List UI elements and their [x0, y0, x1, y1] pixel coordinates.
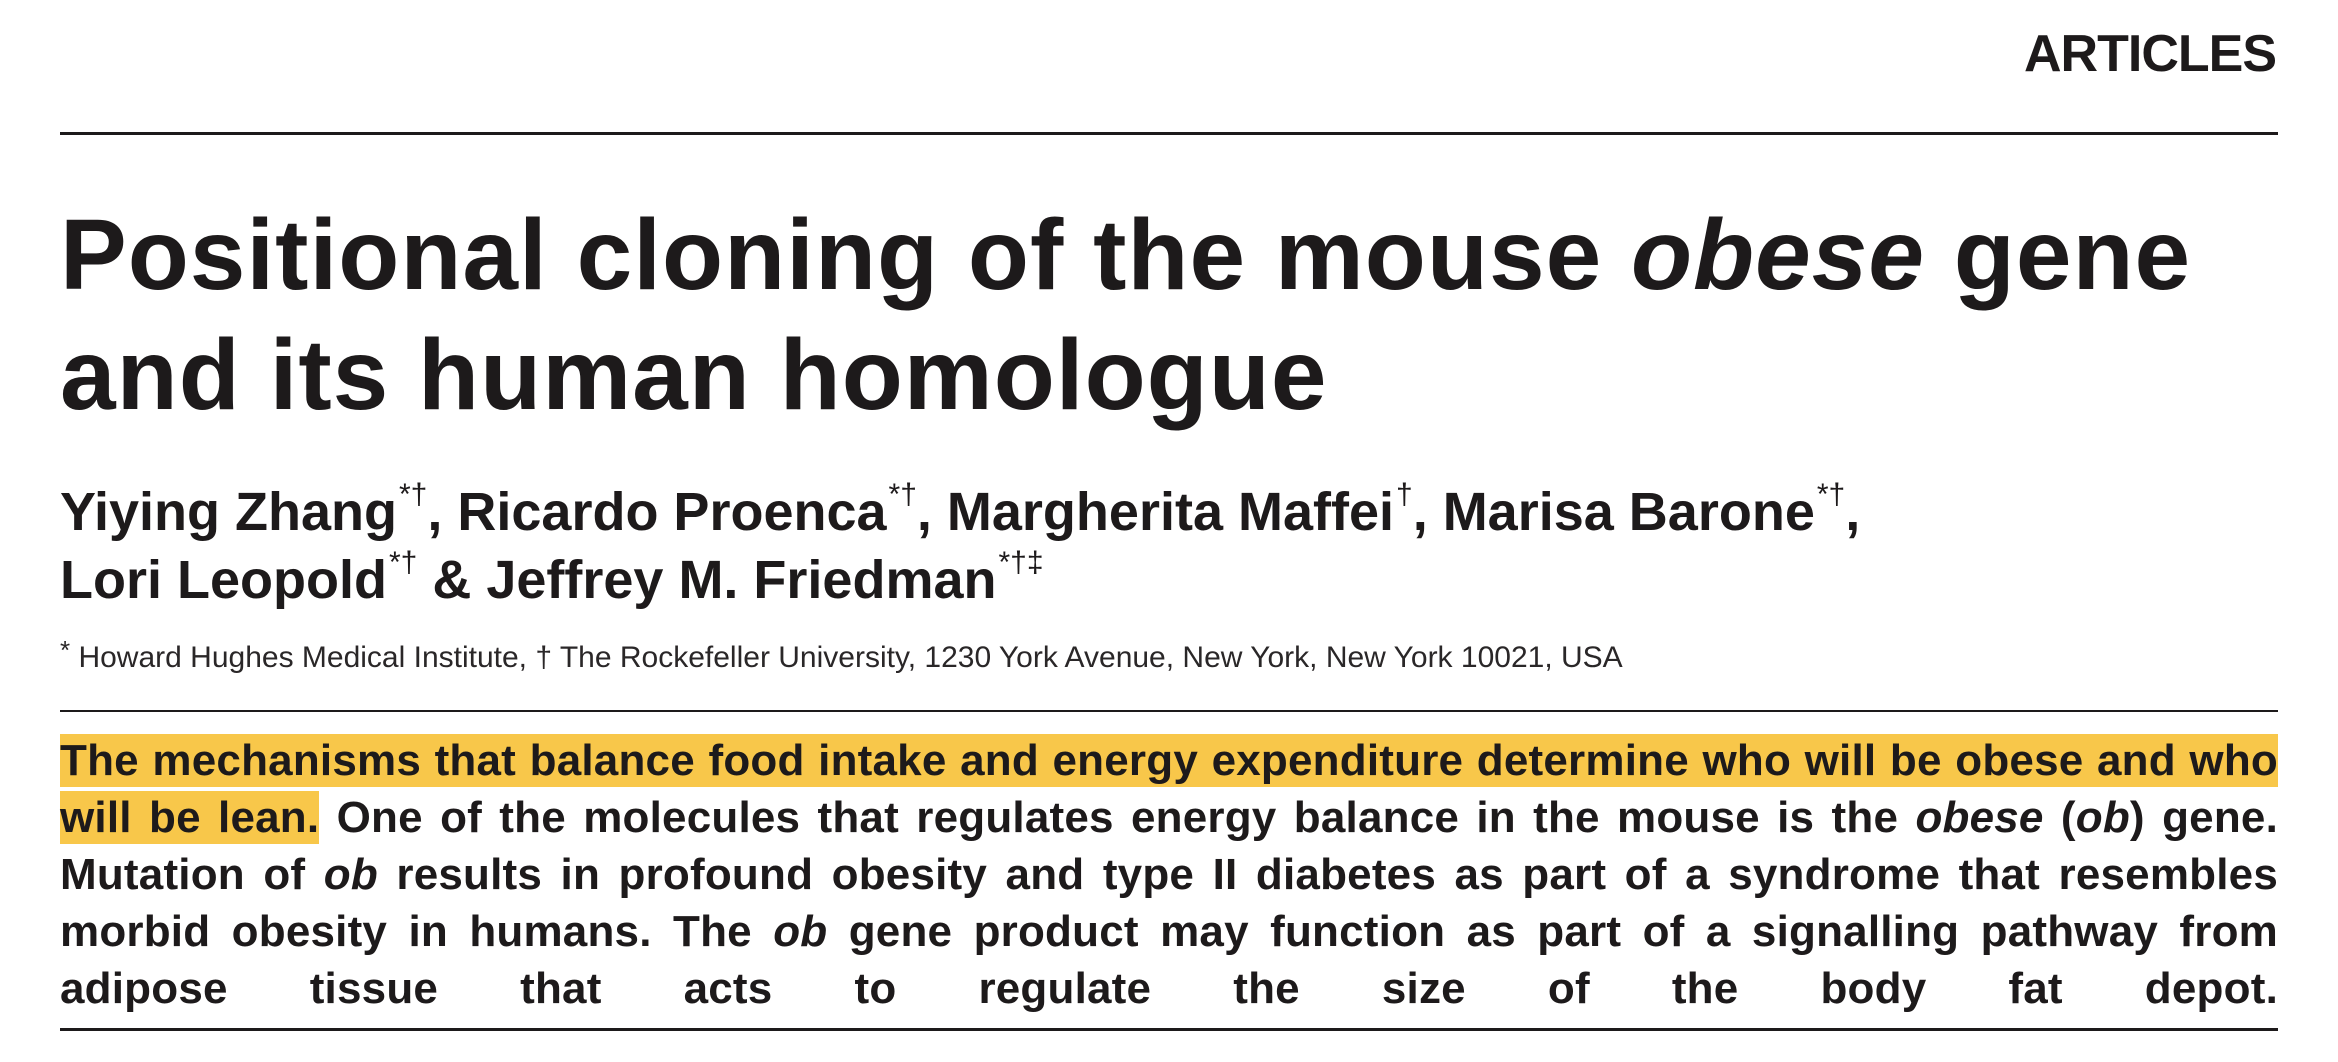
author-separator: & [417, 550, 487, 610]
author-affiliation-marks: *† [399, 478, 428, 511]
author-separator: , [916, 482, 947, 542]
title-italic-gene-name: obese [1630, 199, 1925, 311]
author-affiliation-marks: *†‡ [998, 546, 1044, 579]
affiliation-mark: † [535, 641, 553, 674]
author-affiliation-marks: *† [388, 546, 418, 579]
author-affiliation-marks: † [1396, 478, 1413, 511]
abstract-italic-term: ob [773, 907, 828, 956]
abstract-text: ( [2043, 793, 2076, 842]
article-title [60, 195, 2280, 435]
author-name: Yiying Zhang [60, 482, 397, 542]
author-name: Lori Leopold [60, 550, 387, 610]
author-separator: , [427, 482, 458, 542]
abstract-text: gene product may function as part of a signalling pathway from adipose tissue that acts to regulate the size of the body fat depot. [60, 907, 2278, 1013]
author-name: Jeffrey M. Friedman [486, 550, 997, 610]
author-affiliation-marks: *† [1816, 478, 1846, 511]
abstract-text: results in profound obesity and type II diabetes as part of a syndrome that resembles morbid obesity in humans. The [60, 850, 2279, 956]
header-divider [60, 132, 2278, 135]
abstract-text: One of the molecules that regulates energy balance in the mouse is the [319, 793, 1916, 842]
author-separator: , [1412, 482, 1443, 542]
abstract-italic-term: ob [323, 850, 378, 899]
author-affiliation-marks: *† [888, 478, 917, 511]
affiliation-mark: * [60, 635, 71, 665]
abstract-text: ) gene. Mutation of [60, 793, 2278, 899]
section-label: ARTICLES [2024, 25, 2276, 83]
author-name: Margherita Maffei [946, 482, 1394, 542]
abstract [60, 732, 2278, 1017]
author-list [60, 478, 2280, 614]
title-part-1: Positional cloning of the mouse [60, 199, 1631, 311]
affiliation-institution: Howard Hughes Medical Institute, [70, 641, 536, 674]
author-separator: , [1845, 482, 1861, 542]
affiliation-institution: The Rockefeller University, 1230 York Avenue, New York, New York 10021, USA [552, 641, 1623, 674]
abstract-italic-term: ob [2075, 793, 2130, 842]
author-name: Marisa Barone [1442, 482, 1815, 542]
abstract-top-divider [60, 710, 2278, 712]
highlighted-sentence[interactable]: The mechanisms that balance food intake and energy expenditure determine who will be obese and who will be lean. [60, 736, 2278, 842]
abstract-bottom-divider [60, 1028, 2278, 1031]
author-name: Ricardo Proenca [457, 482, 887, 542]
abstract-italic-term: obese [1915, 793, 2044, 842]
title-part-2: gene and its human homologue [60, 199, 2192, 431]
affiliations [60, 635, 2280, 678]
